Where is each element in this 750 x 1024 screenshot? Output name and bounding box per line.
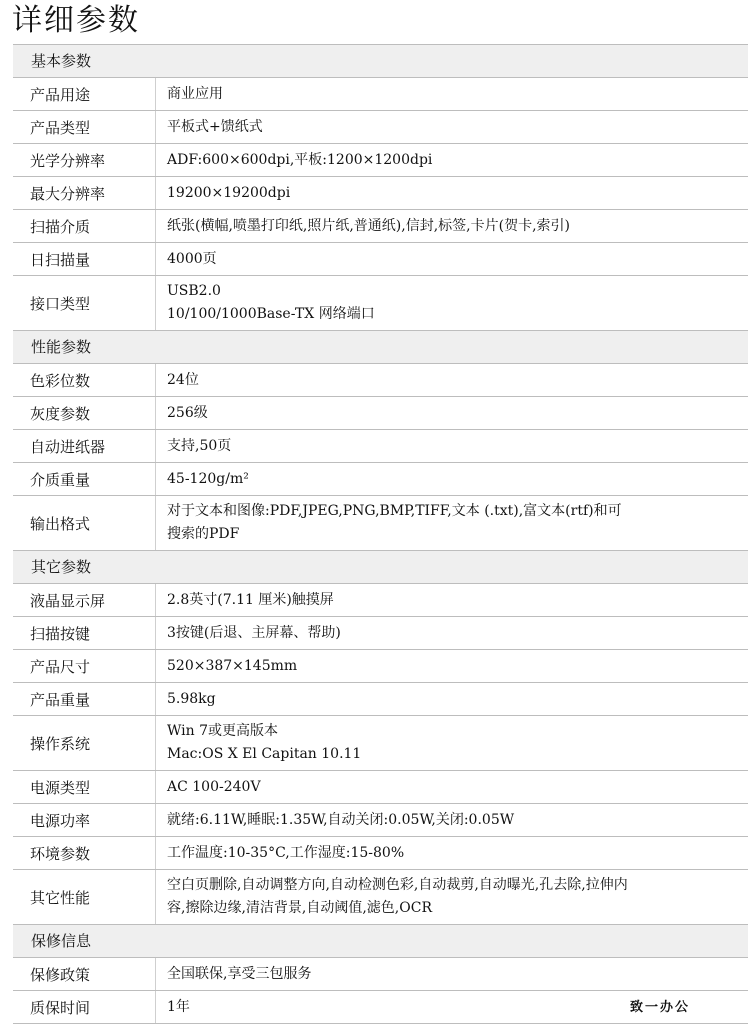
spec-label: 色彩位数 <box>13 364 156 396</box>
spec-row-output-format <box>13 496 748 551</box>
spec-row-color-depth <box>13 364 748 397</box>
section-other: 其它参数 <box>13 551 748 584</box>
brand-footer: 致一办公 <box>630 1000 691 1015</box>
spec-value <box>156 837 748 869</box>
spec-value-text: 平板式+馈纸式 <box>167 118 263 135</box>
spec-value-line: 对于文本和图像:PDF,JPEG,PNG,BMP,TIFF,文本 (.txt),富文本(rtf)和可 <box>167 503 622 519</box>
spec-value <box>156 144 748 176</box>
spec-row-warranty-policy <box>13 958 748 991</box>
spec-value-text: 纸张(横幅,喷墨打印纸,照片纸,普通纸),信封,标签,卡片(贺卡,索引) <box>167 217 570 234</box>
spec-row-weight <box>13 683 748 716</box>
spec-value-line: Win 7或更高版本 <box>167 723 278 739</box>
spec-value <box>156 584 748 616</box>
spec-value <box>156 177 748 209</box>
spec-value-line: USB2.0 <box>167 283 221 299</box>
spec-row-media-weight <box>13 463 748 496</box>
spec-value <box>156 463 748 495</box>
spec-row-size <box>13 650 748 683</box>
spec-value <box>156 683 748 715</box>
spec-row-power-consumption <box>13 804 748 837</box>
spec-value-text: 2.8英寸(7.11 厘米)触摸屏 <box>167 591 334 608</box>
spec-row-power-type <box>13 771 748 804</box>
spec-label: 产品类型 <box>13 111 156 143</box>
spec-label: 质保时间 <box>13 991 156 1023</box>
spec-value <box>156 870 748 924</box>
page-title: 详细参数 <box>12 3 140 38</box>
spec-row-other-features <box>13 870 748 925</box>
spec-value-text: ADF:600×600dpi,平板:1200×1200dpi <box>167 151 433 168</box>
spec-value <box>156 243 748 275</box>
section-basic: 基本参数 <box>13 45 748 78</box>
spec-label: 最大分辨率 <box>13 177 156 209</box>
spec-value-text: 全国联保,享受三包服务 <box>167 965 312 982</box>
spec-table <box>13 44 748 1024</box>
spec-value <box>156 958 748 990</box>
spec-value-text: 45-120g/m² <box>167 470 249 487</box>
spec-label: 灰度参数 <box>13 397 156 429</box>
spec-label: 保修政策 <box>13 958 156 990</box>
spec-row-type <box>13 111 748 144</box>
spec-label: 其它性能 <box>13 870 156 924</box>
spec-label: 产品尺寸 <box>13 650 156 682</box>
spec-row-grayscale <box>13 397 748 430</box>
spec-label: 产品用途 <box>13 78 156 110</box>
spec-row-environment <box>13 837 748 870</box>
spec-value-text: 520×387×145mm <box>167 657 298 674</box>
spec-value <box>156 617 748 649</box>
spec-label: 自动进纸器 <box>13 430 156 462</box>
spec-label: 电源功率 <box>13 804 156 836</box>
spec-label: 液晶显示屏 <box>13 584 156 616</box>
spec-row-adf <box>13 430 748 463</box>
spec-value <box>156 804 748 836</box>
spec-row-media <box>13 210 748 243</box>
spec-value <box>156 78 748 110</box>
spec-value-text: 24位 <box>167 371 199 388</box>
spec-row-usage <box>13 78 748 111</box>
spec-row-os <box>13 716 748 771</box>
spec-value-line: 容,擦除边缘,清洁背景,自动阈值,滤色,OCR <box>167 900 432 916</box>
spec-row-buttons <box>13 617 748 650</box>
spec-row-interface <box>13 276 748 331</box>
spec-row-daily-volume <box>13 243 748 276</box>
spec-value-line: 搜索的PDF <box>167 526 240 542</box>
spec-label: 介质重量 <box>13 463 156 495</box>
spec-value-line: 10/100/1000Base-TX 网络端口 <box>167 306 375 322</box>
spec-label: 接口类型 <box>13 276 156 330</box>
spec-row-optical-res <box>13 144 748 177</box>
spec-value <box>156 650 748 682</box>
spec-value <box>156 364 748 396</box>
spec-label: 环境参数 <box>13 837 156 869</box>
spec-value <box>156 771 748 803</box>
spec-label: 电源类型 <box>13 771 156 803</box>
section-warranty: 保修信息 <box>13 925 748 958</box>
spec-value-text: 19200×19200dpi <box>167 184 291 201</box>
spec-value <box>156 496 748 550</box>
spec-label: 日扫描量 <box>13 243 156 275</box>
spec-value-text: 工作温度:10-35°C,工作湿度:15-80% <box>167 844 405 861</box>
spec-row-max-res <box>13 177 748 210</box>
spec-value <box>156 716 748 770</box>
spec-value-text: 4000页 <box>167 250 217 267</box>
spec-value <box>156 430 748 462</box>
spec-row-lcd <box>13 584 748 617</box>
spec-label: 操作系统 <box>13 716 156 770</box>
spec-label: 光学分辨率 <box>13 144 156 176</box>
spec-value-text: 3按键(后退、主屏幕、帮助) <box>167 624 341 641</box>
spec-label: 扫描按键 <box>13 617 156 649</box>
spec-value-text: 支持,50页 <box>167 437 232 454</box>
spec-value-text: AC 100-240V <box>167 778 261 795</box>
spec-label: 扫描介质 <box>13 210 156 242</box>
spec-value-text: 就绪:6.11W,睡眠:1.35W,自动关闭:0.05W,关闭:0.05W <box>167 811 515 828</box>
spec-value-text: 商业应用 <box>167 85 223 102</box>
section-performance: 性能参数 <box>13 331 748 364</box>
spec-value <box>156 397 748 429</box>
spec-value-line: 空白页删除,自动调整方向,自动检测色彩,自动裁剪,自动曝光,孔去除,拉伸内 <box>167 877 628 893</box>
spec-label: 产品重量 <box>13 683 156 715</box>
spec-label: 输出格式 <box>13 496 156 550</box>
spec-value <box>156 210 748 242</box>
spec-value-text: 5.98kg <box>167 690 216 707</box>
spec-value <box>156 111 748 143</box>
spec-value <box>156 276 748 330</box>
spec-value-text: 256级 <box>167 404 208 421</box>
spec-value-line: Mac:OS X El Capitan 10.11 <box>167 746 362 762</box>
spec-value-text: 1年 <box>167 998 190 1015</box>
